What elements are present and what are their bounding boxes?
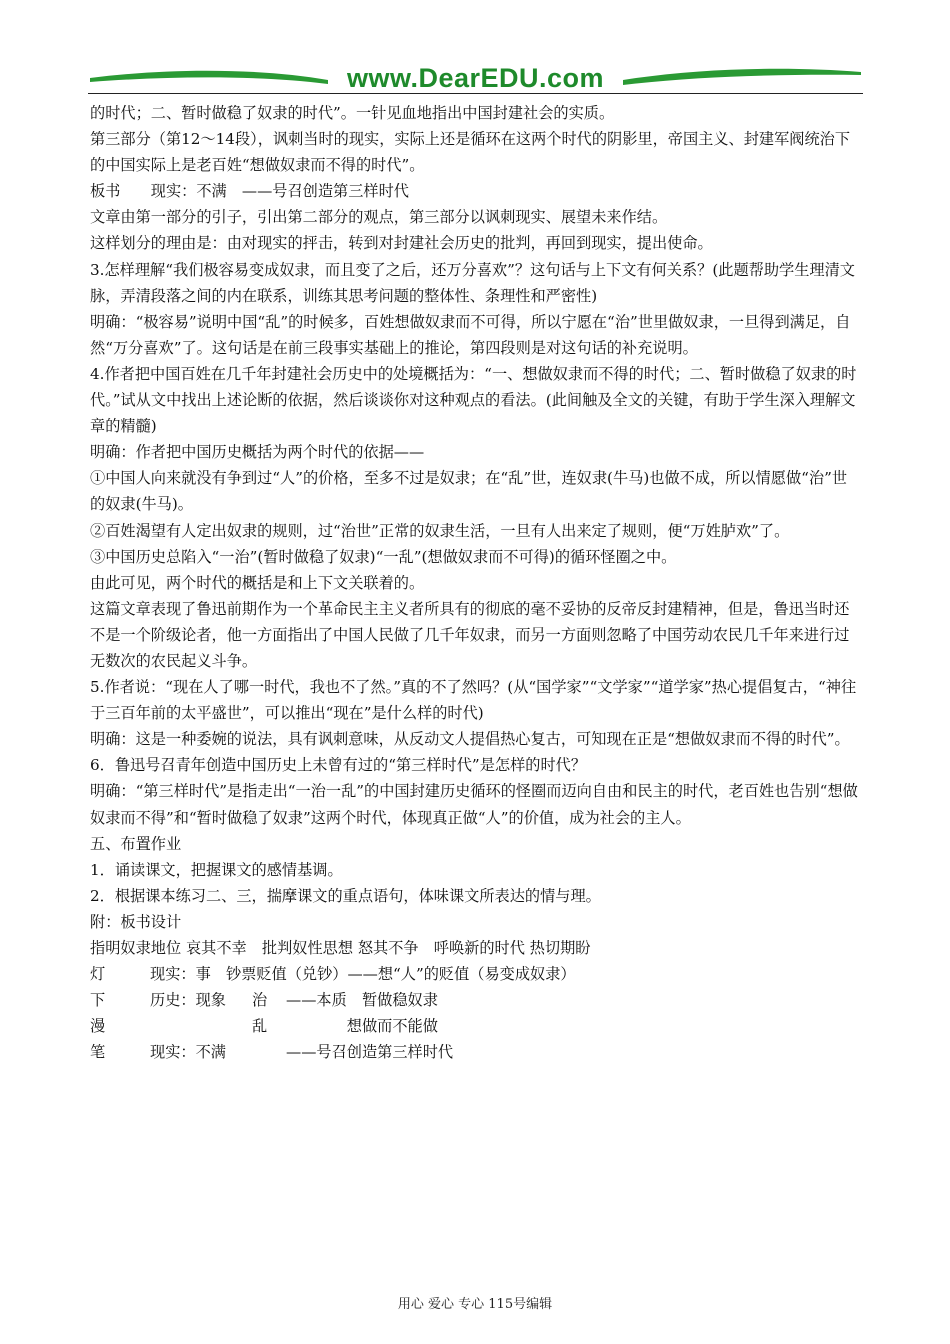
document-body — [90, 100, 862, 1065]
paragraph: 第三部分（第12～14段），讽刺当时的现实，实际上还是循环在这两个时代的阴影里，帝国主义、封建军阀统治下的中国实际上是老百姓“想做奴隶而不得的时代”。 — [90, 130, 851, 175]
board-row — [90, 987, 862, 1013]
answer-4-point-2: ②百姓渴望有人定出奴隶的规则，过“治世”正常的奴隶生活，一旦有人出来定了规则，便“万姓胪欢”了。 — [90, 521, 790, 540]
board-row — [90, 1039, 862, 1065]
board-row-text: 现实：不满 — [150, 1043, 226, 1062]
answer-3: 明确：“极容易”说明中国“乱”的时候多，百姓想做奴隶而不可得，所以宁愿在“治”世里做奴隶，一旦得到满足，自然“万分喜欢”了。这句话是在前三段事实基础上的推论，第四段则是对这句话的补充说明。 — [90, 312, 851, 357]
board-row-mark: 乱 — [252, 1017, 268, 1036]
paragraph: 这篇文章表现了鲁迅前期作为一个革命民主主义者所具有的彻底的毫不妥协的反帝反封建精神，但是，鲁迅当时还不是一个阶级论者，他一方面指出了中国人民做了几千年奴隶，而另一方面则忽略了中国劳动农民几千年来进行过无数次的农民起义斗争。 — [90, 599, 850, 670]
board-row-char: 笔 — [90, 1043, 106, 1062]
board-row-mark: 治 — [252, 991, 268, 1010]
paragraph: 板书 现实：不满 ——号召创造第三样时代 — [90, 182, 409, 201]
paragraph: 的时代；二、暂时做稳了奴隶的时代”。一针见血地指出中国封建社会的实质。 — [90, 104, 615, 122]
board-row-char: 下 — [90, 991, 106, 1010]
board-row-text: 现实：事 钞票贬值（兑钞）——想“人”的贬值（易变成奴隶） — [150, 965, 576, 984]
board-row — [90, 1013, 862, 1039]
section-heading: 五、布置作业 — [90, 834, 182, 853]
paragraph: 文章由第一部分的引子，引出第二部分的观点，第三部分以讽刺现实、展望未来作结。 — [90, 208, 668, 227]
site-brand[interactable]: www.DearEDU.com — [346, 63, 605, 93]
paragraph: 这样划分的理由是：由对现实的抨击，转到对封建社会历史的批判，再回到现实，提出使命。 — [90, 234, 713, 253]
header-rule — [88, 93, 863, 94]
paragraph: 由此可见，两个时代的概括是和上下文关联着的。 — [90, 573, 425, 592]
board-row-conclusion: ——号召创造第三样时代 — [286, 1043, 454, 1062]
answer-5: 明确：这是一种委婉的说法，具有讽刺意味，从反动文人提倡热心复古，可知现在正是“想做奴隶而不得的时代”。 — [90, 730, 850, 749]
answer-4-point-1: ①中国人向来就没有争到过“人”的价格，至多不过是奴隶；在“乱”世，连奴隶(牛马)也做不成，所以情愿做“治”世的奴隶(牛马)。 — [90, 469, 848, 514]
answer-6: 明确：“第三样时代”是指走出“一治一乱”的中国封建历史循环的怪圈而迈向自由和民主的时代，老百姓也告别“想做奴隶而不得”和“暂时做稳了奴隶”这两个时代，体现真正做“人”的价值，成为社会的主人。 — [90, 782, 858, 827]
answer-4-intro: 明确：作者把中国历史概括为两个时代的依据—— — [90, 443, 425, 462]
appendix-heading: 附：板书设计 — [90, 912, 182, 931]
board-row-char: 灯 — [90, 965, 106, 984]
page-footer: 用心 爱心 专心 115号编辑 — [397, 1297, 553, 1312]
board-row-text: 历史：现象 — [150, 991, 226, 1010]
board-row-conclusion: ——本质 暂做稳奴隶 — [286, 991, 438, 1010]
board-row-char: 漫 — [90, 1017, 106, 1036]
question-3: 3.怎样理解“我们极容易变成奴隶，而且变了之后，还万分喜欢”？这句话与上下文有何关系？(此题帮助学生理清文脉，弄清段落之间的内在联系，训练其思考问题的整体性、条理性和严密性) — [90, 260, 855, 305]
board-row — [90, 961, 862, 987]
homework-item: 2．根据课本练习二、三，揣摩课文的重点语句，体味课文所表达的情与理。 — [90, 886, 601, 905]
question-5: 5.作者说：“现在人了哪一时代，我也不了然。”真的不了然吗？(从“国学家”“文学家”“道学家”热心提倡复古，“神往于三百年前的太平盛世”，可以推出“现在”是什么样的时代) — [90, 678, 857, 723]
answer-4-point-3: ③中国历史总陷入“一治”(暂时做稳了奴隶)“一乱”(想做奴隶而不可得)的循环怪圈之中。 — [90, 547, 677, 566]
question-6: 6．鲁迅号召青年创造中国历史上未曾有过的“第三样时代”是怎样的时代？ — [90, 756, 587, 775]
board-row-conclusion: 想做而不能做 — [286, 1017, 438, 1036]
homework-item: 1．诵读课文，把握课文的感情基调。 — [90, 860, 343, 879]
board-summary: 指明奴隶地位 哀其不幸 批判奴性思想 怒其不争 呼唤新的时代 热切期盼 — [90, 939, 591, 957]
site-header — [88, 60, 863, 96]
question-4: 4.作者把中国百姓在几千年封建社会历史中的处境概括为：“一、想做奴隶而不得的时代；二、暂时做稳了奴隶的时代。”试从文中找出上述论断的依据，然后谈谈你对这种观点的看法。(此间触及全文的关键，有助于学生深入理解文章的精髓) — [90, 364, 857, 436]
